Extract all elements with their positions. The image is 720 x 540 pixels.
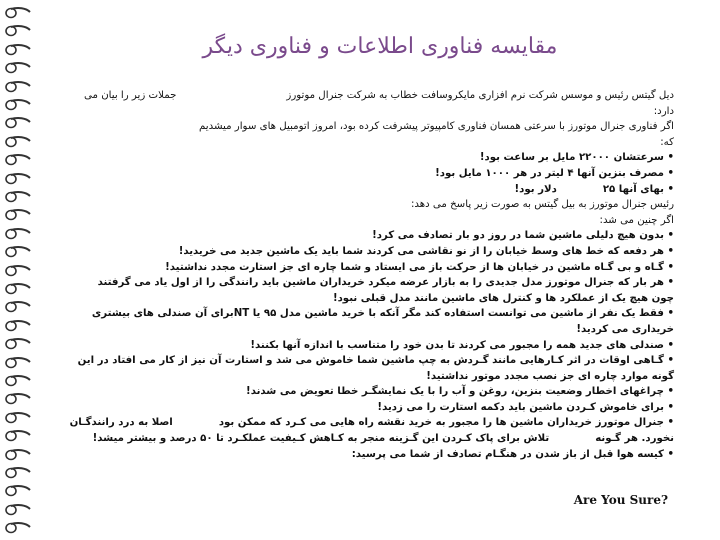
reply-11 — [52, 431, 674, 447]
binding-ring — [2, 264, 32, 278]
slide-title: مقایسه فناوری اطلاعات و فناوری دیگر — [202, 34, 558, 59]
binding-ring — [2, 98, 32, 112]
reply-5b: خریداری می کردید! — [576, 323, 674, 335]
bullet-price — [52, 182, 674, 198]
binding-ring — [2, 172, 32, 186]
binding-ring — [2, 392, 32, 406]
binding-ring — [2, 135, 32, 149]
bullet-fuel: • مصرف بنزین آنها ۴ لیتر در هر ۱۰۰۰ مایل بود! — [435, 167, 674, 179]
binding-ring — [2, 6, 32, 20]
binding-ring — [2, 374, 32, 388]
line-4: که: — [660, 136, 674, 148]
reply-6: • صندلی های جدید همه را مجبور می کردند تا بدن خود را متناسب با اندازه آنها بکنند! — [250, 339, 674, 351]
binding-ring — [2, 466, 32, 480]
reply-7b: گونه موارد چاره ای جز نصب مجدد موتور نداشتید! — [426, 370, 674, 382]
closing-question: Are You Sure? — [573, 493, 668, 507]
reply-12: • کیسه هوا قبل از باز شدن در هنگـام تصادف از شما می پرسید: — [351, 448, 674, 460]
binding-ring — [2, 448, 32, 462]
reply-9: • برای خاموش کـردن ماشین باید دکمه استارت را می زدید! — [377, 401, 674, 413]
bullet-price-a: • بهای آنها ۲۵ — [602, 183, 674, 195]
binding-ring — [2, 208, 32, 222]
slide-body — [52, 88, 674, 462]
binding-ring — [2, 43, 32, 57]
binding-ring — [2, 190, 32, 204]
intro-left: جملات زیر را بیان می — [84, 90, 177, 101]
intro-line — [52, 88, 674, 104]
intro-right: دیل گیتس رئیس و موسس شرکت نرم افزاری مایکروسافت خطاب به شرکت جنرال موتورز — [286, 90, 674, 101]
bullet-price-b: دلار بود! — [514, 183, 557, 195]
reply-4b: چون هیچ یک از عملکرد ها و کنترل های ماشین مانند مدل قبلی نبود! — [332, 292, 674, 304]
line-2: دارد: — [653, 105, 674, 117]
reply-10 — [52, 415, 674, 431]
reply-4: • هر بار که جنرال موتورز مدل جدیدی را به بازار عرضه میکرد خریداران ماشین باید رانندگی را از اول یاد می گرفتند — [97, 277, 674, 289]
reply-3: • گـاه و بی گـاه ماشین در خیابان ها از حرکت باز می ایستاد و شما چاره ای جز استارت مجدد نداشتید! — [165, 261, 674, 273]
binding-ring — [2, 153, 32, 167]
reply-10-b: اصلا به درد رانندگـان — [69, 417, 173, 429]
reply-10-a: • جنرال موتورز خریداران ماشین ها را مجبور به خرید نقشه راه هایی می کـرد که ممکن بود — [218, 417, 674, 429]
binding-ring — [2, 61, 32, 75]
reply-7: • گـاهی اوقات در اثر کـارهایی مانند گـردش به چپ ماشین شما خاموش می شد و استارت آن نیز از کار می افتاد در این — [77, 355, 674, 367]
reply-1: • بدون هیچ دلیلی ماشین شما در روز دو بار تصادف می کرد! — [372, 230, 674, 242]
spiral-binding — [0, 0, 38, 540]
reply-11-a: نخورد. هر گـونه — [595, 433, 674, 445]
binding-ring — [2, 24, 32, 38]
binding-ring — [2, 227, 32, 241]
binding-ring — [2, 80, 32, 94]
response-line: رئیس جنرال موتورز به بیل گیتس به صورت زیر پاسخ می دهد: — [410, 199, 674, 211]
reply-5: • فقط یک نفر از ماشین می توانست استفاده کند مگر آنکه با خرید ماشین مدل ۹۵ یا NTبرای آن صندلی های بیشتری — [91, 308, 674, 320]
binding-ring — [2, 503, 32, 517]
line-3: اگر فناوری جنرال موتورز با سرعتی همسان فناوری کامپیوتر پیشرفت کرده بود، امروز اتومبیل های سوار میشدیم — [198, 121, 674, 133]
bullet-speed: • سرعتشان ۲۲۰۰۰ مایل بر ساعت بود! — [479, 152, 674, 164]
binding-ring — [2, 300, 32, 314]
if-line: اگر چنین می شد: — [599, 214, 674, 226]
binding-ring — [2, 116, 32, 130]
binding-ring — [2, 337, 32, 351]
binding-ring — [2, 319, 32, 333]
reply-8: • چراغهای اخطار وضعیت بنزین، روغن و آب را با یک نمایشگـر خطا تعویض می شدند! — [246, 386, 674, 398]
binding-ring — [2, 521, 32, 535]
reply-2: • هر دفعه که خط های وسط خیابان را از نو نقاشی می کردند شما باید یک ماشین جدید می خریدید! — [178, 245, 674, 257]
binding-ring — [2, 484, 32, 498]
binding-ring — [2, 356, 32, 370]
reply-11-b: تلاش برای پاک کـردن این گـزینه منجر به کـاهش کـیفیت عملکـرد تا ۵۰ درصد و بیشتر میشد! — [92, 433, 550, 445]
binding-ring — [2, 282, 32, 296]
binding-ring — [2, 245, 32, 259]
binding-ring — [2, 411, 32, 425]
binding-ring — [2, 429, 32, 443]
